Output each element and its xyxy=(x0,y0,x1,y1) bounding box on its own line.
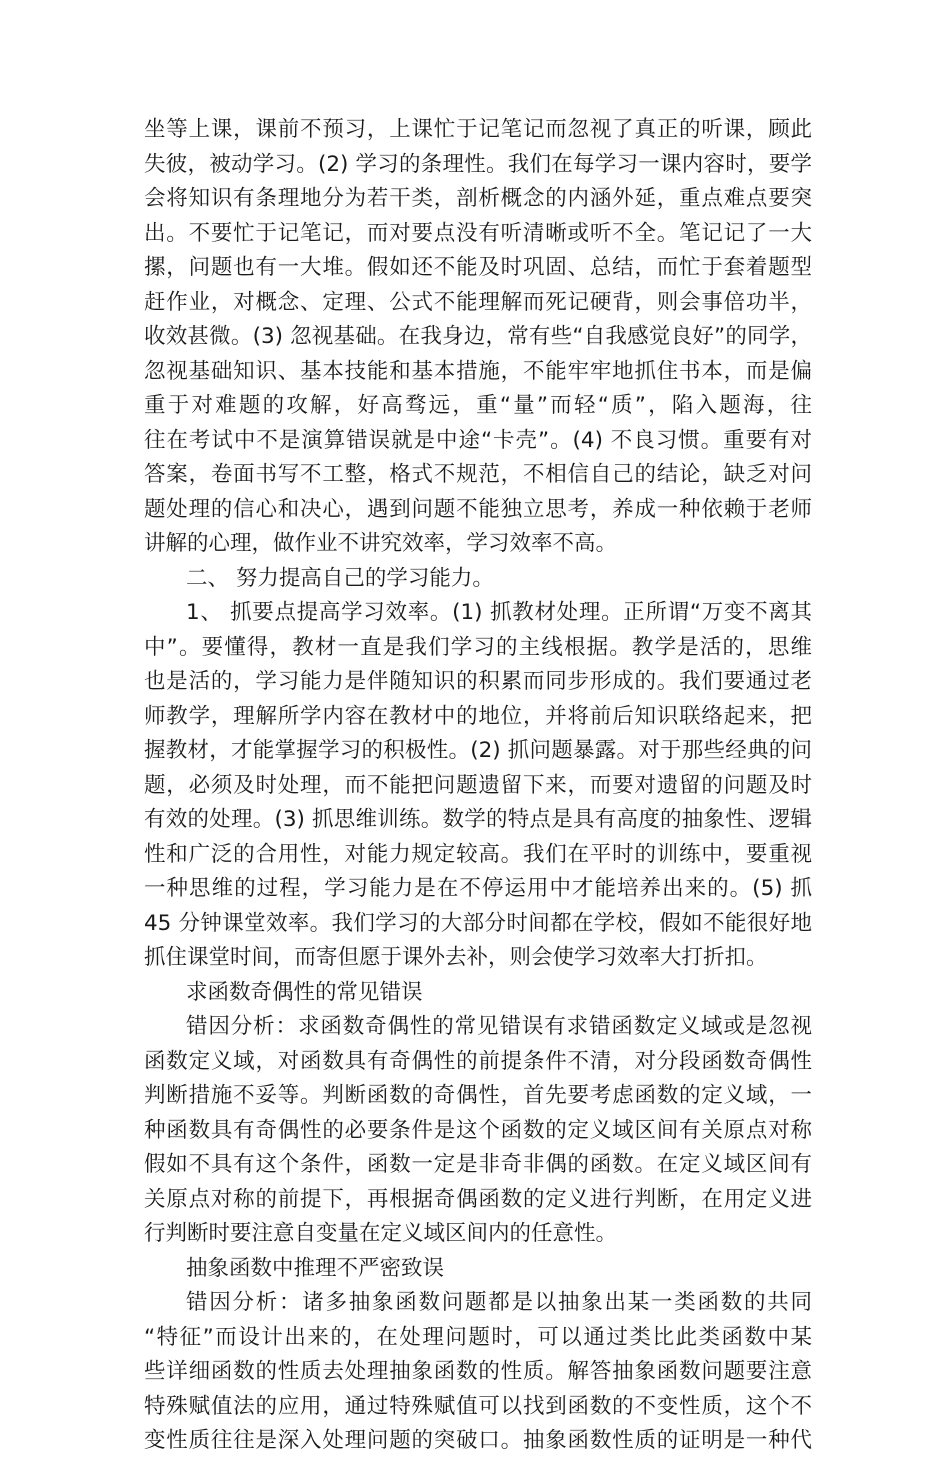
text-line: 变性质往往是深入处理问题的突破口。抽象函数性质的证明是一种代 xyxy=(144,1428,812,1453)
text-line: 出。不要忙于记笔记，而对要点没有听清晰或听不全。笔记记了一大 xyxy=(144,220,812,246)
text-line: 中”。要懂得，教材一直是我们学习的主线根据。教学是活的，思维 xyxy=(144,634,812,660)
text-line: 题，必须及时处理，而不能把问题遗留下来，而要对遗留的问题及时 xyxy=(144,772,812,798)
text-line: 失彼，被动学习。(2) 学习的条理性。我们在每学习一课内容时，要学 xyxy=(144,151,812,177)
text-line: 往在考试中不是演算错误就是中途“卡壳”。(4) 不良习惯。重要有对 xyxy=(144,427,812,453)
text-line: 判断措施不妥等。判断函数的奇偶性，首先要考虑函数的定义域，一 xyxy=(144,1083,812,1108)
text-line: 答案，卷面书写不工整，格式不规范，不相信自己的结论，缺乏对问 xyxy=(144,462,812,487)
text-line: 收效甚微。(3) 忽视基础。在我身边，常有些“自我感觉良好”的同学， xyxy=(144,324,812,349)
text-line: 也是活的，学习能力是伴随知识的积累而同步形成的。我们要通过老 xyxy=(144,669,812,694)
text-line: 赶作业，对概念、定理、公式不能理解而死记硬背，则会事倍功半， xyxy=(144,289,812,315)
text-line: 摞，问题也有一大堆。假如还不能及时巩固、总结，而忙于套着题型 xyxy=(144,255,812,280)
text-line: 1、 抓要点提高学习效率。(1) 抓教材处理。正所谓“万变不离其 xyxy=(186,600,812,625)
text-line: 错因分析：诸多抽象函数问题都是以抽象出某一类函数的共同 xyxy=(186,1290,812,1315)
section-heading: 抽象函数中推理不严密致误 xyxy=(186,1255,445,1281)
text-line: 师教学，理解所学内容在教材中的地位，并将前后知识联络起来，把 xyxy=(144,703,812,729)
text-line: 行判断时要注意自变量在定义域区间内的任意性。 xyxy=(144,1221,618,1246)
text-line: 重于对难题的攻解，好高骛远，重“量”而轻“质”，陷入题海，往 xyxy=(144,393,812,418)
text-line: 讲解的心理，做作业不讲究效率，学习效率不高。 xyxy=(144,531,618,556)
text-line: 一种思维的过程，学习能力是在不停运用中才能培养出来的。(5) 抓 xyxy=(144,876,812,901)
text-line: 坐等上课，课前不预习，上课忙于记笔记而忽视了真正的听课，顾此 xyxy=(144,117,812,142)
text-line: 种函数具有奇偶性的必要条件是这个函数的定义域区间有关原点对称 xyxy=(144,1117,812,1143)
text-line: 些详细函数的性质去处理抽象函数的性质。解答抽象函数问题要注意 xyxy=(144,1359,812,1384)
text-line: 有效的处理。(3) 抓思维训练。数学的特点是具有高度的抽象性、逻辑 xyxy=(144,807,812,832)
text-line: 会将知识有条理地分为若干类，剖析概念的内涵外延，重点难点要突 xyxy=(144,186,812,211)
text-line: 关原点对称的前提下，再根据奇偶函数的定义进行判断，在用定义进 xyxy=(144,1186,812,1212)
text-line: 假如不具有这个条件，函数一定是非奇非偶的函数。在定义域区间有 xyxy=(144,1152,812,1177)
text-line: “特征”而设计出来的，在处理问题时，可以通过类比此类函数中某 xyxy=(144,1324,812,1350)
text-line: 题处理的信心和决心，遇到问题不能独立思考，养成一种依赖于老师 xyxy=(144,496,812,522)
text-line: 性和广泛的合用性，对能力规定较高。我们在平时的训练中，要重视 xyxy=(144,841,812,867)
section-heading: 求函数奇偶性的常见错误 xyxy=(186,979,423,1005)
text-line: 握教材，才能掌握学习的积极性。(2) 抓问题暴露。对于那些经典的问 xyxy=(144,738,812,763)
text-line: 特殊赋值法的应用，通过特殊赋值可以找到函数的不变性质，这个不 xyxy=(144,1393,812,1419)
text-line: 错因分析：求函数奇偶性的常见错误有求错函数定义域或是忽视 xyxy=(186,1014,812,1039)
text-line: 抓住课堂时间，而寄但愿于课外去补，则会使学习效率大打折扣。 xyxy=(144,945,768,970)
text-line: 函数定义域，对函数具有奇偶性的前提条件不清，对分段函数奇偶性 xyxy=(144,1048,812,1074)
section-heading: 二、 努力提高自己的学习能力。 xyxy=(186,565,494,591)
text-line: 45 分钟课堂效率。我们学习的大部分时间都在学校，假如不能很好地 xyxy=(144,910,812,936)
text-line: 忽视基础知识、基本技能和基本措施，不能牢牢地抓住书本，而是偏 xyxy=(144,358,812,384)
body-text xyxy=(144,113,812,1459)
